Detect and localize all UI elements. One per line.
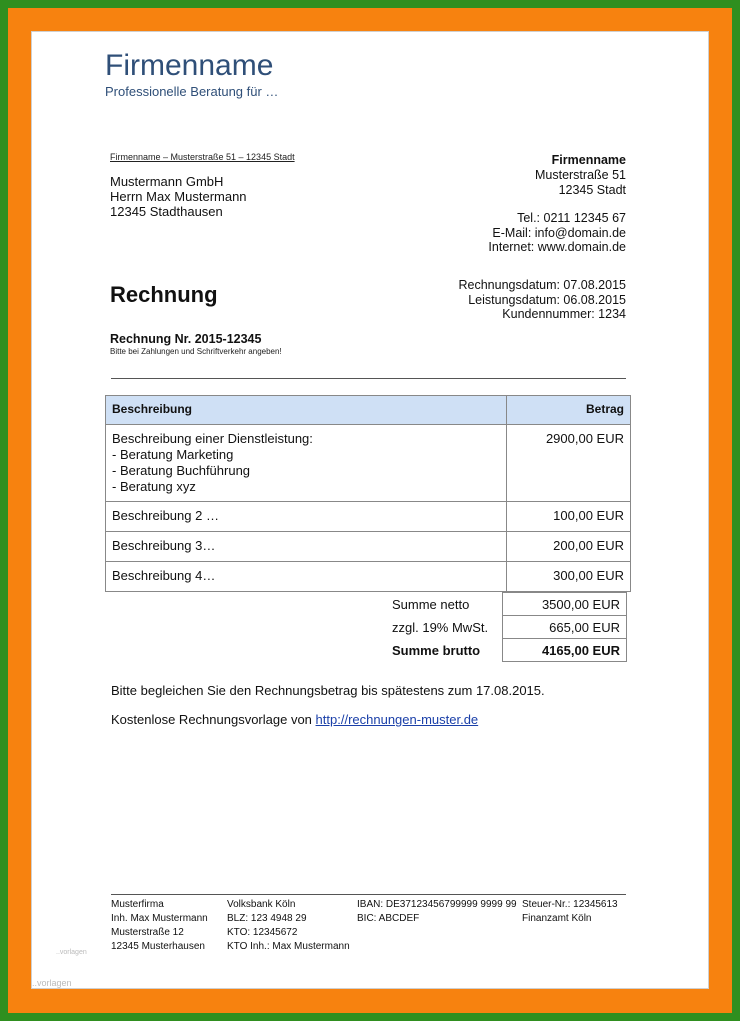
invoice-date: Rechnungsdatum: 07.08.2015 [458,278,626,292]
footer-bank [227,898,350,954]
footer-divider [111,894,626,895]
footer-line: 12345 Musterhausen [111,941,205,952]
invoice-number: Rechnung Nr. 2015-12345 [110,332,262,346]
sender-return-address: Firmenname – Musterstraße 51 – 12345 Stadt [110,152,295,162]
totals-table [386,592,627,662]
total-row-gross [386,639,627,662]
row-description: Beschreibung 4… [106,562,507,592]
watermark-small: ..vorlagen [56,949,87,956]
company-city: 12345 Stadt [558,182,626,197]
company-street: Musterstraße 51 [534,168,626,182]
gross-label: Summe brutto [392,642,481,658]
service-date: Leistungsdatum: 06.08.2015 [468,292,626,307]
company-info-address [535,168,626,197]
items-table-header [106,396,631,425]
footer-line: Inh. Max Mustermann [111,913,208,924]
footer-line: Finanzamt Köln [522,913,592,924]
company-internet: Internet: www.domain.de [488,240,626,254]
company-tagline: Professionelle Beratung für … [105,84,279,99]
total-row-vat [386,616,627,639]
company-info-name: Firmenname [551,153,626,167]
vat-label: zzgl. 19% MwSt. [392,619,489,635]
table-row [106,562,631,592]
items-table [105,395,631,592]
description-line: - Beratung Marketing [112,447,234,462]
recipient-address [110,174,247,219]
footer-line: Musterfirma [111,899,164,910]
row-amount: 300,00 EUR [507,562,631,592]
recipient-line: 12345 Stadthausen [110,204,223,219]
column-header-amount: Betrag [507,396,631,425]
row-amount: 200,00 EUR [507,532,631,562]
gross-value: 4165,00 EUR [503,639,627,662]
template-link[interactable]: http://rechnungen-muster.de [315,712,479,727]
invoice-title: Rechnung [110,282,218,307]
table-row [106,532,631,562]
footer-iban [357,898,517,926]
description-line: - Beratung Buchführung [112,463,251,478]
company-phone: Tel.: 0211 12345 67 [517,211,626,225]
invoice-number-note: Bitte bei Zahlungen und Schriftverkehr angeben! [110,347,282,356]
row-description [106,425,507,502]
net-label: Summe netto [392,596,470,612]
footer-line: KTO: 12345672 [227,927,298,938]
recipient-line: Mustermann GmbH [110,174,224,189]
payment-instruction: Bitte begleichen Sie den Rechnungsbetrag bis spätestens zum 17.08.2015. [111,683,545,698]
row-amount: 100,00 EUR [507,502,631,532]
header-divider [111,378,626,379]
footer-tax [522,898,618,926]
customer-number: Kundennummer: 1234 [502,307,626,321]
template-credit [111,712,478,727]
footer-line: IBAN: DE37123456799999 9999 99 [357,899,517,910]
footer-line: KTO Inh.: Max Mustermann [227,941,350,952]
template-credit-text: Kostenlose Rechnungsvorlage von [111,712,312,727]
description-line: Beschreibung einer Dienstleistung: [112,431,313,446]
vat-value: 665,00 EUR [503,616,627,639]
row-description: Beschreibung 2 … [106,502,507,532]
footer-line: Volksbank Köln [227,899,296,910]
footer-line: BIC: ABCDEF [357,913,420,924]
watermark-large: ..vorlagen [32,978,72,988]
company-contact [488,211,626,255]
total-row-net [386,593,627,616]
net-value: 3500,00 EUR [503,593,627,616]
company-name-heading: Firmenname [105,49,274,82]
row-description: Beschreibung 3… [106,532,507,562]
company-email: E-Mail: info@domain.de [492,225,626,240]
footer-line: BLZ: 123 4948 29 [227,913,307,924]
column-header-description: Beschreibung [106,396,507,425]
invoice-dates [459,278,627,322]
recipient-line: Herrn Max Mustermann [110,189,247,204]
description-line: - Beratung xyz [112,479,196,494]
table-row [106,502,631,532]
row-amount: 2900,00 EUR [507,425,631,502]
footer-line: Musterstraße 12 [111,927,184,938]
footer-line: Steuer-Nr.: 12345613 [522,899,618,910]
table-row [106,425,631,502]
footer-company [111,898,208,954]
invoice-page [31,31,709,989]
